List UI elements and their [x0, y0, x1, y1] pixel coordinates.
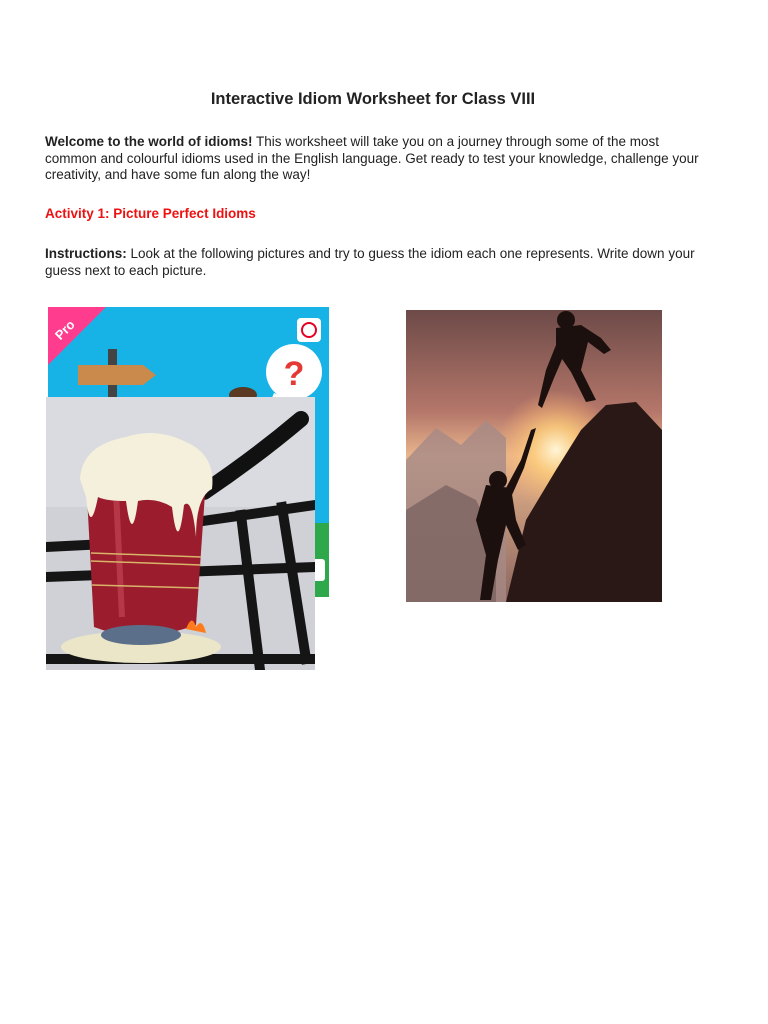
page-title: Interactive Idiom Worksheet for Class VIII	[210, 90, 536, 108]
instructions-paragraph	[45, 246, 705, 279]
helping-hand-climbers-image	[406, 310, 662, 602]
instructions-label: Instructions:	[45, 246, 127, 261]
intro-lead: Welcome to the world of idioms!	[45, 134, 253, 149]
question-mark: ?	[283, 355, 305, 393]
signpost-icon	[78, 365, 156, 385]
intro-body: This worksheet will take you on a journey through some of the most common and colourful idioms used in the English language. Get ready to test your knowledge, challenge your creativity, and have some fun along the way!	[45, 134, 699, 182]
milk-boiling-over-image	[46, 397, 315, 670]
intro-paragraph	[45, 134, 705, 184]
pro-badge-text: Pro	[51, 316, 78, 343]
activity-heading: Activity 1: Picture Perfect Idioms	[45, 206, 256, 221]
instructions-text: Look at the following pictures and try to guess the idiom each one represents. Write down your guess next to each picture.	[45, 246, 695, 278]
